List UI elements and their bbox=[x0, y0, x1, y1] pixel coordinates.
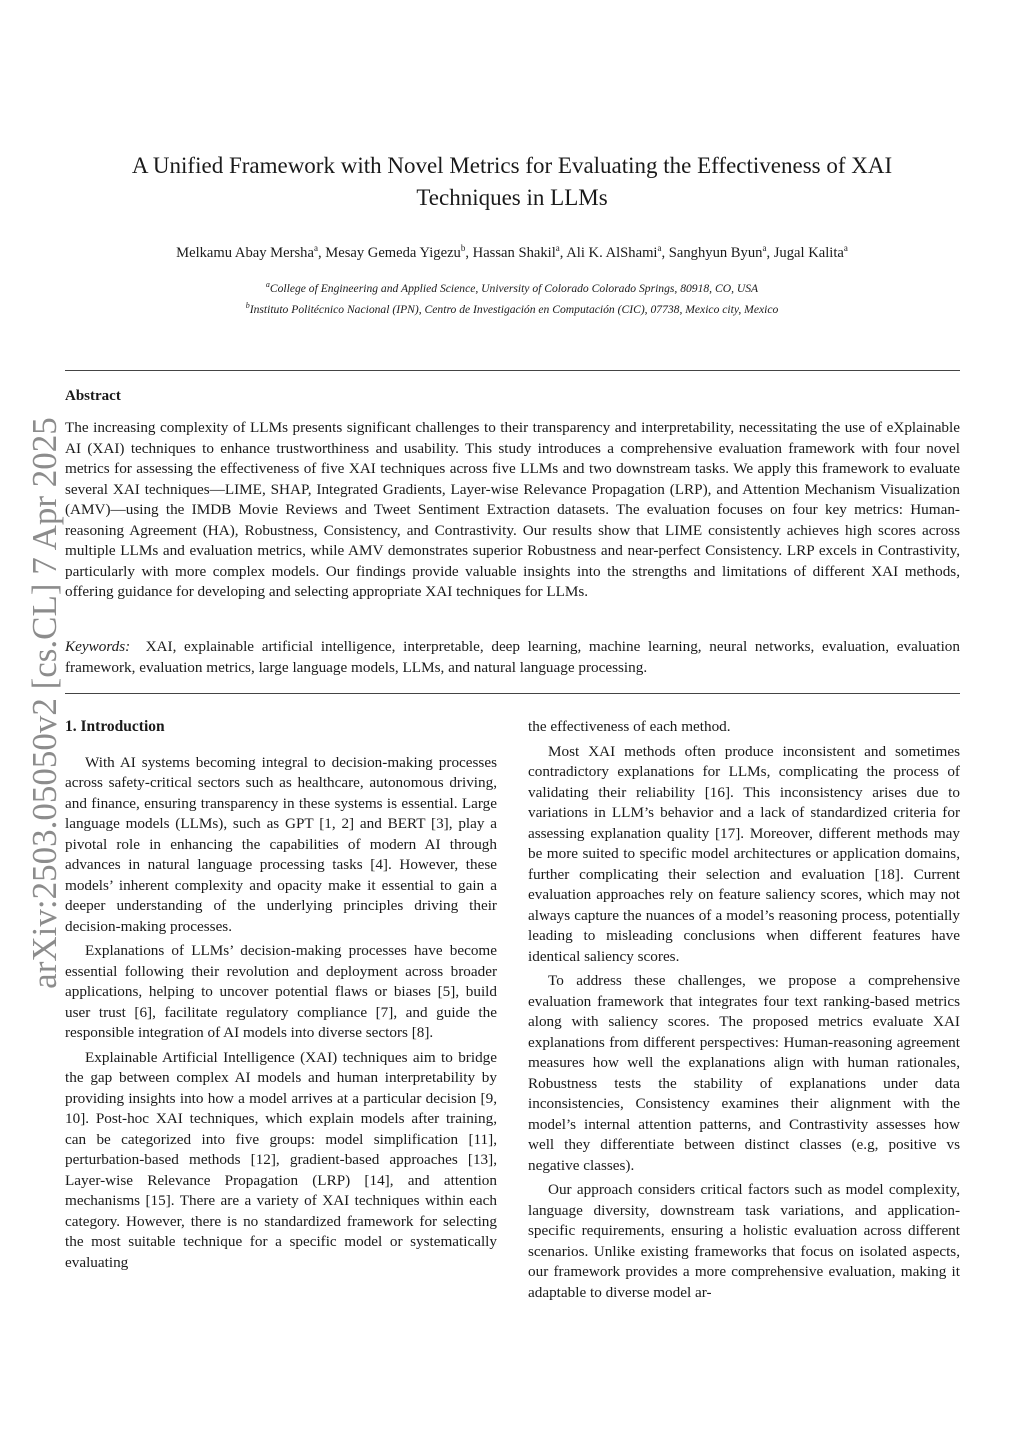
paper-title: A Unified Framework with Novel Metrics for Evaluating the Effectiveness of XAI Techniques in LLMs bbox=[131, 153, 893, 210]
affiliations bbox=[60, 276, 964, 318]
paragraph: To address these challenges, we propose a comprehensive evaluation framework that integrates four text ranking-based metrics along with saliency scores. The proposed metrics evaluate XAI explanations from different perspectives: Human-reasoning agreement measures how well the explanations align with human rationales, Robustness tests the stability of explanations under data inconsistencies, Consistency examines their alignment with the model’s internal attention patterns, and Contrastivity assesses how well they differentiate between distinct classes (e.g, positive vs negative classes). bbox=[528, 972, 960, 1174]
keywords-text: XAI, explainable artificial intelligence, interpretable, deep learning, machine learning, neural networks, evaluation, evaluation framework, evaluation metrics, large language models, LLMs, and natural language processing. bbox=[65, 638, 960, 676]
keywords bbox=[65, 637, 960, 678]
right-column bbox=[528, 717, 960, 1303]
left-column bbox=[65, 717, 497, 1273]
abstract-heading: Abstract bbox=[65, 388, 121, 404]
divider-bottom bbox=[65, 693, 960, 694]
author: Mesay Gemeda Yigezu$^b$ bbox=[325, 243, 466, 261]
arxiv-identifier: arXiv:2503.05050v2 [cs.CL] 7 Apr 2025 bbox=[25, 417, 64, 989]
section-heading-introduction: 1. Introduction bbox=[65, 718, 165, 735]
affiliation: $^b$Instituto Politécnico Nacional (IPN), Centro de Investigación en Computación (CIC), 07738, Mexico city, Mexico bbox=[245, 300, 779, 316]
paragraph: Explainable Artificial Intelligence (XAI) techniques aim to bridge the gap between complex AI models and human interpretability by providing insights into how a model arrives at a particular decision [9, 10]. Post-hoc XAI techniques, which explain models after training, can be categorized into five groups: model simplification [11], perturbation-based methods [12], gradient-based approaches [13], Layer-wise Relevance Propagation (LRP) [14], and attention mechanisms [15]. There are a variety of XAI techniques within each category. However, there is no standardized framework for selecting the most suitable technique for a specific model or systematically evaluating bbox=[65, 1048, 497, 1271]
paragraph: With AI systems becoming integral to decision-making processes across safety-critical sectors such as healthcare, autonomous driving, and finance, ensuring transparency in these systems is essential. Large language models (LLMs), such as GPT [1, 2] and BERT [3], play a pivotal role in enhancing the capabilities of modern AI through advances in natural language processing tasks [4]. However, these models’ inherent complexity and opacity make it essential to gain a deeper understanding of the underlying principles driving their decision-making processes. bbox=[65, 753, 497, 935]
paragraph: Explanations of LLMs’ decision-making processes have become essential following their revolution and deployment across broader applications, helping to uncover potential flaws or biases [5], build user trust [6], facilitate regulatory compliance [7], and guide the responsible integration of AI models into diverse sectors [8]. bbox=[65, 942, 497, 1041]
abstract-text: The increasing complexity of LLMs presents significant challenges to their transparency and interpretability, necessitating the use of eXplainable AI (XAI) techniques to enhance trustworthiness and usability. This study introduces a comprehensive evaluation framework with four novel metrics for assessing the effectiveness of five XAI techniques across five LLMs and two downstream tasks. We apply this framework to evaluate several XAI techniques—LIME, SHAP, Integrated Gradients, Layer-wise Relevance Propagation (LRP), and Attention Mechanism Visualization (AMV)—using the IMDB Movie Reviews and Tweet Sentiment Extraction datasets. The evaluation focuses on four key metrics: Human-reasoning Agreement (HA), Robustness, Consistency, and Contrastivity. Our results show that LIME consistently achieves high scores across multiple LLMs and evaluation metrics, while AMV demonstrates superior Robustness and near-perfect Consistency. LRP excels in Contrastivity, particularly with more complex models. Our findings provide valuable insights into the strengths and limitations of different XAI methods, offering guidance for developing and selecting appropriate XAI techniques for LLMs. bbox=[65, 419, 960, 600]
paragraph: Our approach considers critical factors such as model complexity, language diversity, downstream task variations, and application-specific requirements, ensuring a holistic evaluation across different scenarios. Unlike existing frameworks that focus on isolated aspects, our framework provides a more comprehensive evaluation, making it adaptable to diverse model ar- bbox=[528, 1181, 960, 1301]
author: Sanghyun Byun$^a$ bbox=[668, 243, 767, 261]
affiliation: $^a$College of Engineering and Applied Science, University of Colorado Colorado Springs, 80918, CO, USA bbox=[265, 280, 759, 295]
paragraph: Most XAI methods often produce inconsistent and sometimes contradictory explanations for LLMs, complicating the process of validating their reliability [16]. This inconsistency arises due to variations in LLM’s behavior and a lack of standardized criteria for assessing explanation quality [17]. Moreover, different methods may be more suited to specific model architectures or application domains, further complicating their selection and evaluation [18]. Current evaluation approaches rely on feature saliency scores, which may not always capture the nuances of a model’s reasoning process, potentially leading to misleading conclusions when different features have identical saliency scores. bbox=[528, 742, 960, 965]
author-list: Melkamu Abay Mersha$^a$, Mesay Gemeda Yigezu$^b$, Hassan Shakil$^a$, Ali K. AlShami$^a$, Sanghyun Byun$^a$, Jugal Kalita$^a$ bbox=[176, 243, 848, 261]
keywords-label: Keywords: bbox=[65, 638, 131, 655]
author: Melkamu Abay Mersha$^a$ bbox=[176, 243, 318, 261]
author: Hassan Shakil$^a$ bbox=[472, 243, 560, 261]
divider-top bbox=[65, 370, 960, 371]
author: Jugal Kalita$^a$ bbox=[773, 243, 848, 261]
paragraph-continuation: the effectiveness of each method. bbox=[528, 718, 731, 735]
author: Ali K. AlShami$^a$ bbox=[566, 243, 662, 261]
